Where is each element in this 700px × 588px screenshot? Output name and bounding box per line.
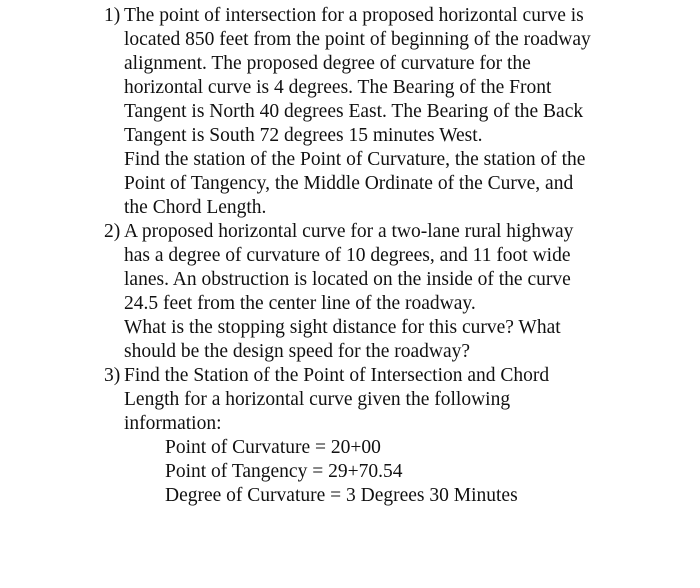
question-text-line: Find the station of the Point of Curvature, the station of the: [124, 149, 586, 170]
given-value-line: Point of Tangency = 29+70.54: [165, 461, 403, 482]
question-text-line: located 850 feet from the point of beginning of the roadway: [124, 29, 591, 50]
question-number: 1): [104, 5, 121, 26]
question-text-line: information:: [124, 413, 222, 434]
question-text-line: A proposed horizontal curve for a two-lane rural highway: [124, 221, 574, 242]
question-text-line: 24.5 feet from the center line of the roadway.: [124, 293, 476, 314]
question-text-line: Find the Station of the Point of Intersection and Chord: [124, 365, 550, 386]
question-text-line: should be the design speed for the roadway?: [124, 341, 471, 362]
question-text-line: the Chord Length.: [124, 197, 267, 218]
given-value-line: Degree of Curvature = 3 Degrees 30 Minutes: [165, 485, 518, 506]
question-text-line: What is the stopping sight distance for this curve? What: [124, 317, 561, 338]
question-text-line: lanes. An obstruction is located on the inside of the curve: [124, 269, 571, 290]
question-text-line: Tangent is North 40 degrees East. The Bearing of the Back: [124, 101, 584, 122]
question-text-line: Point of Tangency, the Middle Ordinate of the Curve, and: [124, 173, 574, 194]
question-text-line: alignment. The proposed degree of curvature for the: [124, 53, 531, 74]
question-number: 2): [104, 221, 121, 242]
question-text-line: horizontal curve is 4 degrees. The Bearing of the Front: [124, 77, 552, 98]
question-text-line: Tangent is South 72 degrees 15 minutes West.: [124, 125, 483, 146]
question-text-line: has a degree of curvature of 10 degrees, and 11 foot wide: [124, 245, 571, 266]
question-number: 3): [104, 365, 121, 386]
given-value-line: Point of Curvature = 20+00: [165, 437, 381, 458]
question-text-line: Length for a horizontal curve given the following: [124, 389, 511, 410]
question-text-line: The point of intersection for a proposed horizontal curve is: [124, 5, 584, 26]
